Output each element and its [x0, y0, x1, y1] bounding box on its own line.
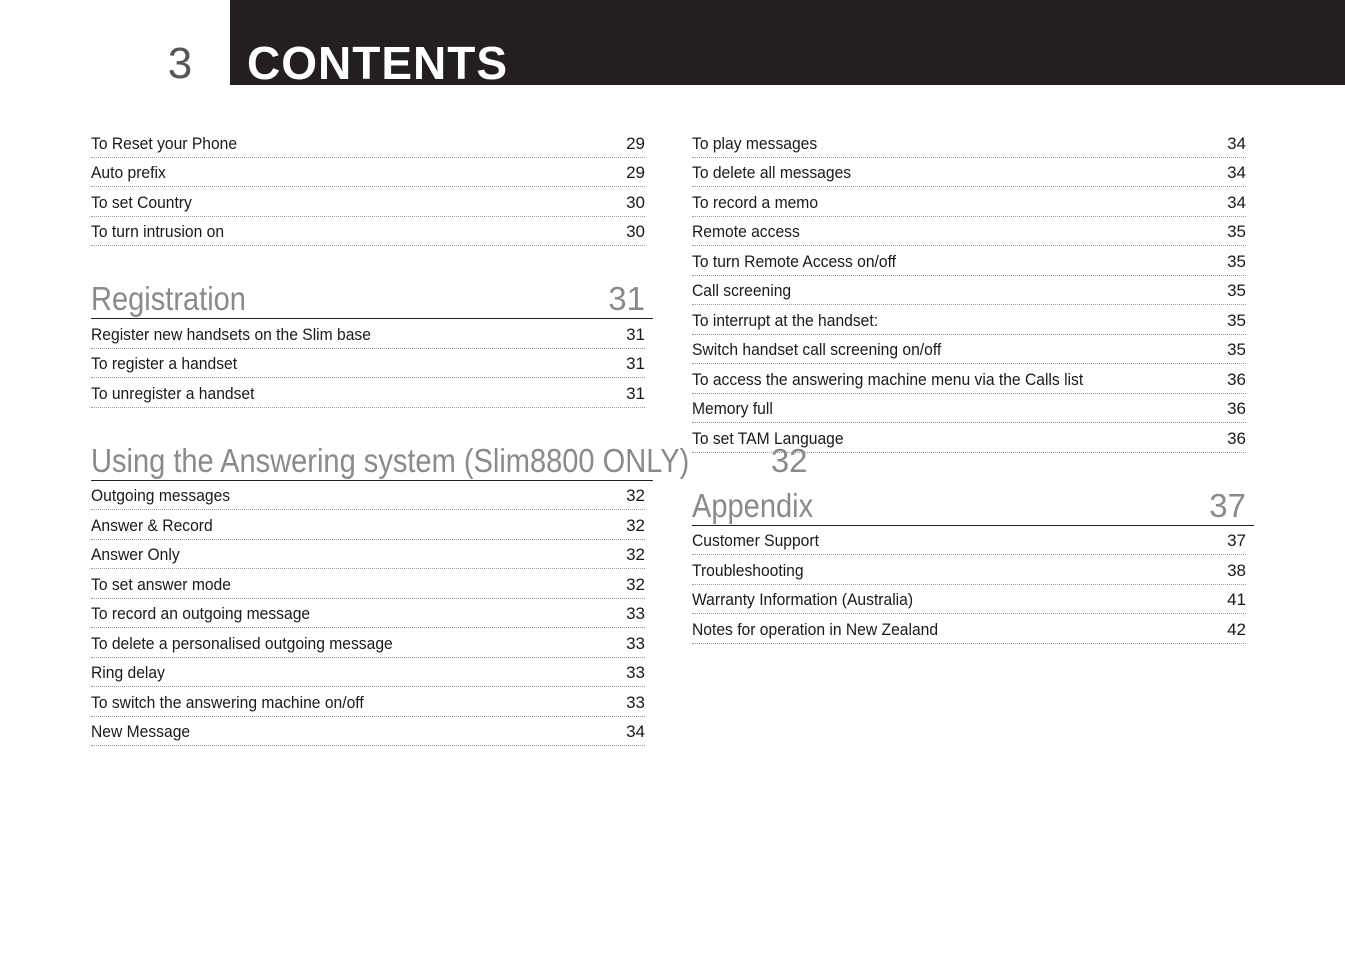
toc-page: 32 — [626, 545, 645, 564]
toc-label: Remote access — [692, 222, 800, 241]
toc-rows — [91, 128, 645, 246]
toc-label: To Reset your Phone — [91, 133, 238, 153]
toc-page: 34 — [626, 722, 645, 741]
toc-label: To delete a personalised outgoing message — [91, 633, 393, 653]
toc-label: Switch handset call screening on/off — [692, 340, 942, 359]
page-number: 3 — [167, 39, 193, 88]
section-heading[interactable] — [91, 441, 808, 481]
toc-page: 32 — [626, 574, 645, 594]
toc-label: To unregister a handset — [91, 383, 255, 403]
toc-row[interactable] — [692, 526, 1246, 556]
toc-page: 41 — [1227, 590, 1246, 609]
toc-row[interactable] — [91, 217, 645, 247]
toc-label: To interrupt at the handset: — [692, 310, 879, 330]
header-bar — [230, 0, 1345, 89]
section-page: 37 — [1209, 486, 1246, 524]
toc-label: To play messages — [692, 133, 818, 153]
toc-label: Register new handsets on the Slim base — [91, 324, 371, 344]
toc-row[interactable] — [91, 569, 645, 599]
toc-label: Auto prefix — [91, 163, 166, 182]
toc-label: To turn Remote Access on/off — [692, 251, 897, 271]
toc-row[interactable] — [692, 614, 1246, 644]
toc-page: 36 — [1227, 369, 1246, 389]
toc-label: Ring delay — [91, 663, 165, 682]
section-heading[interactable] — [91, 279, 653, 319]
toc-row[interactable] — [692, 555, 1246, 585]
toc-row[interactable] — [91, 349, 645, 379]
toc-label: To register a handset — [91, 354, 238, 373]
toc-row[interactable] — [91, 599, 645, 629]
toc-section-appendix — [692, 486, 1246, 644]
toc-page: 33 — [626, 604, 645, 623]
toc-page: 31 — [626, 354, 645, 373]
toc-page: 31 — [626, 383, 645, 403]
toc-label: To set TAM Language — [692, 428, 844, 448]
toc-row[interactable] — [91, 481, 645, 511]
toc-page: 38 — [1227, 560, 1246, 580]
toc-page: 34 — [1227, 163, 1246, 182]
toc-page: 42 — [1227, 619, 1246, 639]
toc-row[interactable] — [692, 158, 1246, 188]
toc-label: To record an outgoing message — [91, 604, 311, 623]
toc-row[interactable] — [91, 628, 645, 658]
toc-page: 33 — [626, 663, 645, 682]
toc-row[interactable] — [692, 394, 1246, 424]
toc-label: To turn intrusion on — [91, 222, 225, 241]
toc-row[interactable] — [692, 585, 1246, 615]
toc-row[interactable] — [692, 128, 1246, 158]
toc-label: Outgoing messages — [91, 486, 231, 505]
toc-page: 29 — [626, 163, 645, 182]
toc-label: Call screening — [692, 281, 792, 300]
toc-page: 29 — [626, 133, 645, 153]
toc-page: 35 — [1227, 222, 1246, 241]
toc-rows — [692, 128, 1246, 453]
toc-row[interactable] — [692, 423, 1246, 453]
toc-page: 30 — [626, 222, 645, 241]
toc-section-registration — [91, 279, 645, 408]
toc-label: To access the answering machine menu via the Calls list — [692, 369, 1084, 389]
toc-label: Answer & Record — [91, 515, 213, 535]
toc-label: To set Country — [91, 192, 192, 212]
toc-label: Notes for operation in New Zealand — [692, 619, 939, 639]
toc-row[interactable] — [692, 187, 1246, 217]
toc-page: 36 — [1227, 399, 1246, 418]
toc-row[interactable] — [91, 658, 645, 688]
toc-page: 34 — [1227, 133, 1246, 153]
toc-row[interactable] — [692, 246, 1246, 276]
toc-row[interactable] — [91, 128, 645, 158]
toc-column-right — [692, 128, 1246, 644]
toc-row[interactable] — [692, 305, 1246, 335]
page-title: CONTENTS — [247, 37, 508, 89]
section-title: Using the Answering system (Slim8800 ONLY) — [91, 441, 690, 479]
toc-row[interactable] — [91, 540, 645, 570]
toc-row[interactable] — [692, 335, 1246, 365]
toc-row[interactable] — [91, 187, 645, 217]
toc-page: 32 — [626, 486, 645, 505]
toc-page: 30 — [626, 192, 645, 212]
toc-label: New Message — [91, 722, 191, 741]
toc-page: 34 — [1227, 192, 1246, 212]
toc-page: 35 — [1227, 281, 1246, 300]
toc-row[interactable] — [692, 276, 1246, 306]
toc-row[interactable] — [692, 217, 1246, 247]
toc-label: To switch the answering machine on/off — [91, 692, 364, 712]
toc-label: To set answer mode — [91, 574, 231, 594]
section-title: Registration — [91, 280, 246, 317]
toc-row[interactable] — [91, 158, 645, 188]
toc-page: 35 — [1227, 340, 1246, 359]
toc-label: Warranty Information (Australia) — [692, 590, 914, 609]
toc-page: 32 — [626, 515, 645, 535]
toc-row[interactable] — [91, 510, 645, 540]
toc-label: To record a memo — [692, 192, 819, 212]
toc-page: 33 — [626, 692, 645, 712]
toc-page: 35 — [1227, 310, 1246, 330]
toc-row[interactable] — [91, 319, 645, 349]
toc-row[interactable] — [91, 717, 645, 747]
toc-label: Answer Only — [91, 545, 180, 564]
toc-page: 33 — [626, 633, 645, 653]
toc-label: Troubleshooting — [692, 560, 804, 580]
toc-row[interactable] — [91, 378, 645, 408]
toc-page: 35 — [1227, 251, 1246, 271]
section-page: 32 — [770, 441, 808, 479]
section-heading[interactable] — [692, 486, 1254, 526]
toc-label: Memory full — [692, 399, 773, 418]
toc-row[interactable] — [91, 687, 645, 717]
toc-page: 31 — [626, 324, 645, 344]
toc-label: To delete all messages — [692, 163, 852, 182]
toc-page: 36 — [1227, 428, 1246, 448]
toc-row[interactable] — [692, 364, 1246, 394]
toc-page: 37 — [1227, 531, 1246, 550]
section-title: Appendix — [692, 486, 814, 524]
section-page: 31 — [608, 280, 645, 317]
toc-label: Customer Support — [692, 531, 819, 550]
